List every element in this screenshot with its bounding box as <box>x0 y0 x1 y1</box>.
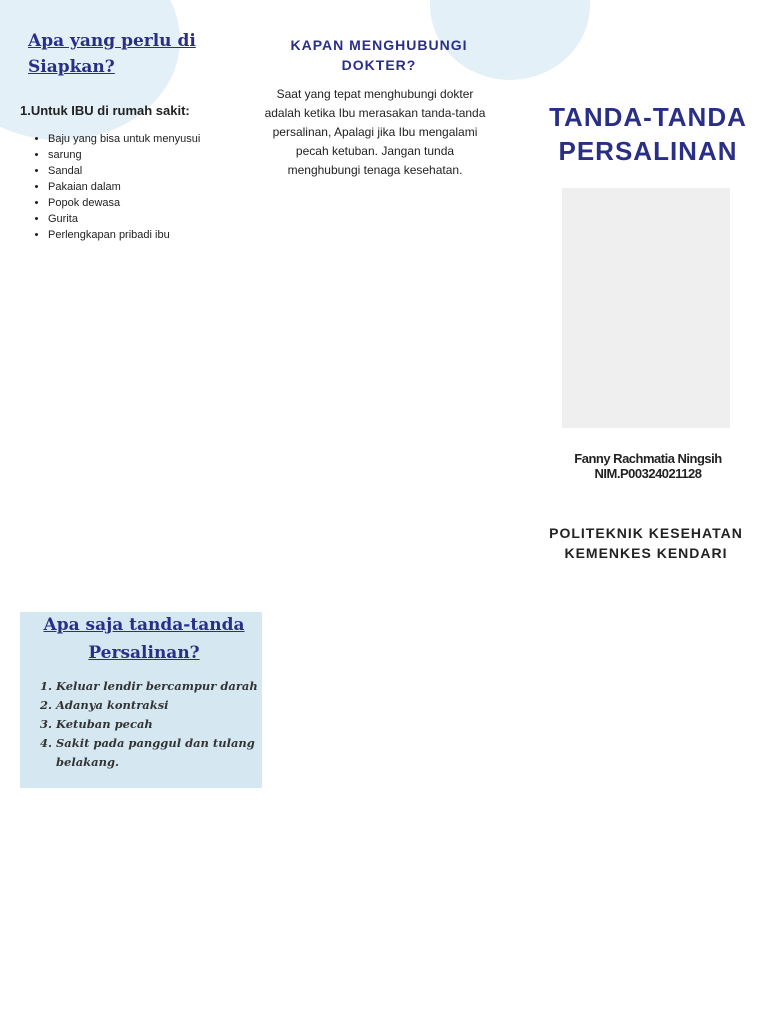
list-item: • sarung <box>48 147 248 163</box>
list-item: • Gurita <box>48 211 248 227</box>
author-name: Fanny Rachmatia Ningsih <box>574 451 722 466</box>
couple-illustration <box>562 188 730 428</box>
list-item: • Popok dewasa <box>48 195 248 211</box>
mom-heading: 1.Untuk IBU di rumah sakit: <box>20 103 190 118</box>
mom-list <box>28 131 248 243</box>
list-item: • Pakaian dalam <box>48 179 248 195</box>
prep-title: Apa yang perlu di Siapkan? <box>28 31 196 77</box>
list-item: 1. Keluar lendir bercampur darah <box>56 677 278 696</box>
list-item: 2. Adanya kontraksi <box>56 696 278 715</box>
signs-list <box>40 677 278 772</box>
author-nim: NIM.P00324021128 <box>594 466 702 481</box>
call-title: KAPAN MENGHUBUNGI DOKTER? <box>290 37 468 73</box>
institution-name: POLITEKNIK KESEHATAN KEMENKES KENDARI <box>549 525 743 561</box>
cover-title: TANDA-TANDA PERSALINAN <box>549 102 747 166</box>
call-text: Saat yang tepat menghubungi dokter adalah ketika Ibu merasakan tanda-tanda persalinan, Apalagi jika Ibu mengalami pecah ketuban. Jangan tunda menghubungi tenaga kesehatan. <box>264 87 486 177</box>
list-item: 3. Ketuban pecah <box>56 715 278 734</box>
signs-title: Apa saja tanda-tanda Persalinan? <box>43 615 245 663</box>
list-item: 4. Sakit pada panggul dan tulang belakang. <box>56 734 278 772</box>
list-item: • Baju yang bisa untuk menyusui <box>48 131 248 147</box>
list-item: • Perlengkapan pribadi ibu <box>48 227 248 243</box>
list-item: • Sandal <box>48 163 248 179</box>
